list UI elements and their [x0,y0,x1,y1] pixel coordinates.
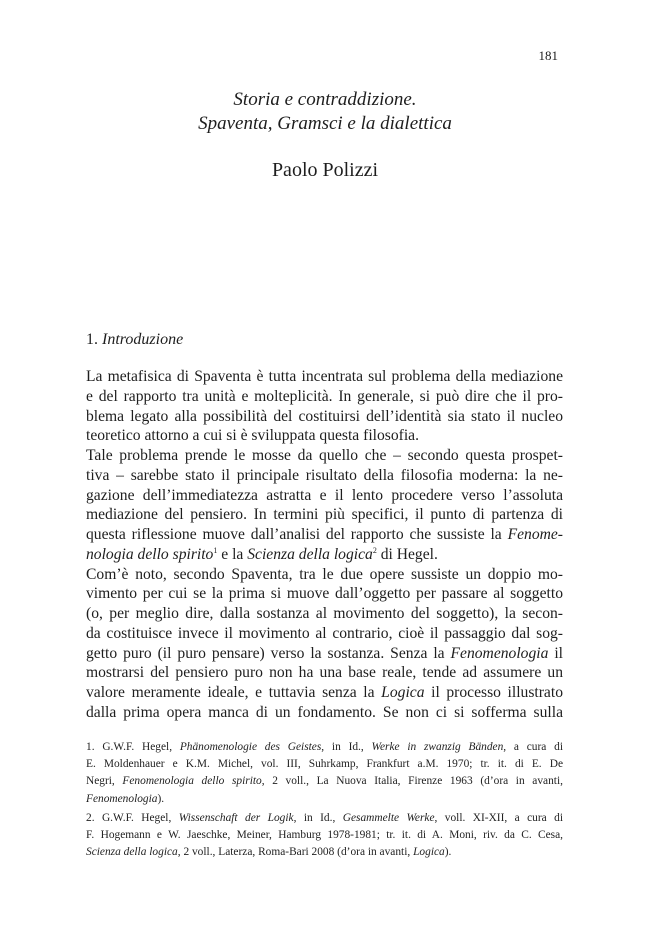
text-run: questa riflessione muove dall’analisi del rapporto che sussiste la [86,526,508,543]
body-line: Com’è noto, secondo Spaventa, tra le due opere sussiste un doppio mo- [86,565,563,583]
body-line [86,644,563,664]
body-line: da costituisce invece il movimento al contrario, cioè il passaggio dal sog- [86,624,563,642]
text-run: , a cura di [503,741,563,753]
text-run: il processo illustrato [424,684,563,701]
body-line: vimento per cui se la prima si muove dall’oggetto per passare al soggetto [86,585,563,603]
work-title: Logica [381,684,425,701]
body-line [86,525,563,545]
body-line [86,683,563,703]
body-line: mediazione del pensiero. In termini più specifici, il punto di partenza di [86,506,563,524]
body-line: La metafisica di Spaventa è tutta incentrata sul problema della mediazione [86,368,563,385]
text-run: 2. G.W.F. Hegel, [86,811,179,824]
author-name: Paolo Polizzi [271,159,379,181]
body-line: teoretico attorno a cui si è sviluppata questa filosofia. [86,427,419,445]
page-number: 181 [538,48,558,63]
footnote-ref-2: 2 [372,545,377,555]
text-run: Negri, [86,775,123,788]
text-run: , 2 voll., Laterza, Roma-Bari 2008 (d’ora in avanti, [177,846,414,859]
work-title: Werke in zwanzig Bänden [371,741,504,753]
work-title: nologia dello spirito [86,545,214,563]
text-run: , in Id., [321,741,372,753]
title-line-2: Spaventa, Gramsci e la dialettica [198,113,452,134]
work-title: Wissenschaft der Logik [178,811,294,824]
chapter-title [86,88,564,136]
work-title: Scienza della logica [247,545,373,563]
footnote-2-line [86,844,563,861]
work-title: Fenomenologia dello spirito [122,775,262,788]
body-line: dalla prima opera manca di un fondamento. Se non ci si sofferma sulla [86,703,563,721]
work-title: Phänomenologie des Geistes [179,741,322,753]
section-heading [86,330,183,350]
footnote-ref-1: 1 [213,545,218,555]
section-number: 1. [86,331,98,348]
text-run: e la [217,545,248,563]
body-line: e del rapporto tra unità e molteplicità. In generale, si può dire che il pro- [86,387,563,405]
text-run: ). [444,846,452,859]
footnote-1-line [86,791,563,808]
body-line: tiva – sarebbe stato il principale risultato della filosofia moderna: la ne- [86,466,563,484]
text-run: , in Id., [293,811,343,824]
footnote-1-line [86,739,563,756]
body-line [86,545,563,565]
work-title: Fenome- [507,526,563,543]
footnote-2-line: F. Hogemann e W. Jaeschke, Meiner, Hamburg 1978-1981; tr. it. di A. Moni, riv. da C. Cesa, [86,829,563,842]
section-title: Introduzione [102,331,184,348]
footnote-1-line [86,773,563,790]
body-line: blema legato alla possibilità del costituirsi dell’identità sia stato il nucleo [86,407,563,425]
work-title: Gesammelte Werke [342,811,435,824]
text-run: il [548,644,563,662]
text-run: ). [157,792,165,805]
footnote-1-line: E. Moldenhauer e K.M. Michel, vol. III, Suhrkamp, Frankfurt a.M. 1970; tr. it. di E. De [86,758,563,771]
text-run: , voll. XI-XII, a cura di [434,811,563,824]
body-line: gazione dell’immediatezza astratta e il lento procedere verso l’assoluta [86,486,563,504]
title-line-1: Storia e contraddizione. [233,89,417,110]
text-run: valore meramente ideale, e tuttavia senza la [86,684,382,701]
footnote-2-line [86,810,563,827]
work-title: Logica [413,846,445,859]
footnotes [86,739,563,861]
body-line: mostrarsi del pensiero puro non ha una base reale, tende ad assumere un [86,664,563,682]
work-title: Scienza della logica [86,846,178,859]
body-line: Tale problema prende le mosse da quello che – secondo questa prospet- [86,447,563,464]
text-run: , 2 voll., La Nuova Italia, Firenze 1963 (d’ora in avanti, [261,775,563,788]
body-line: (o, per meglio dire, dalla sostanza al movimento del soggetto), la secon- [86,605,563,622]
work-title: Fenomenologia [86,792,158,805]
text-run: di Hegel. [376,545,438,563]
text-run: 1. G.W.F. Hegel, [86,741,180,753]
body-text [86,367,563,723]
work-title: Fenomenologia [450,644,549,662]
text-run: getto puro (il puro pensare) verso la sostanza. Senza la [86,644,451,662]
